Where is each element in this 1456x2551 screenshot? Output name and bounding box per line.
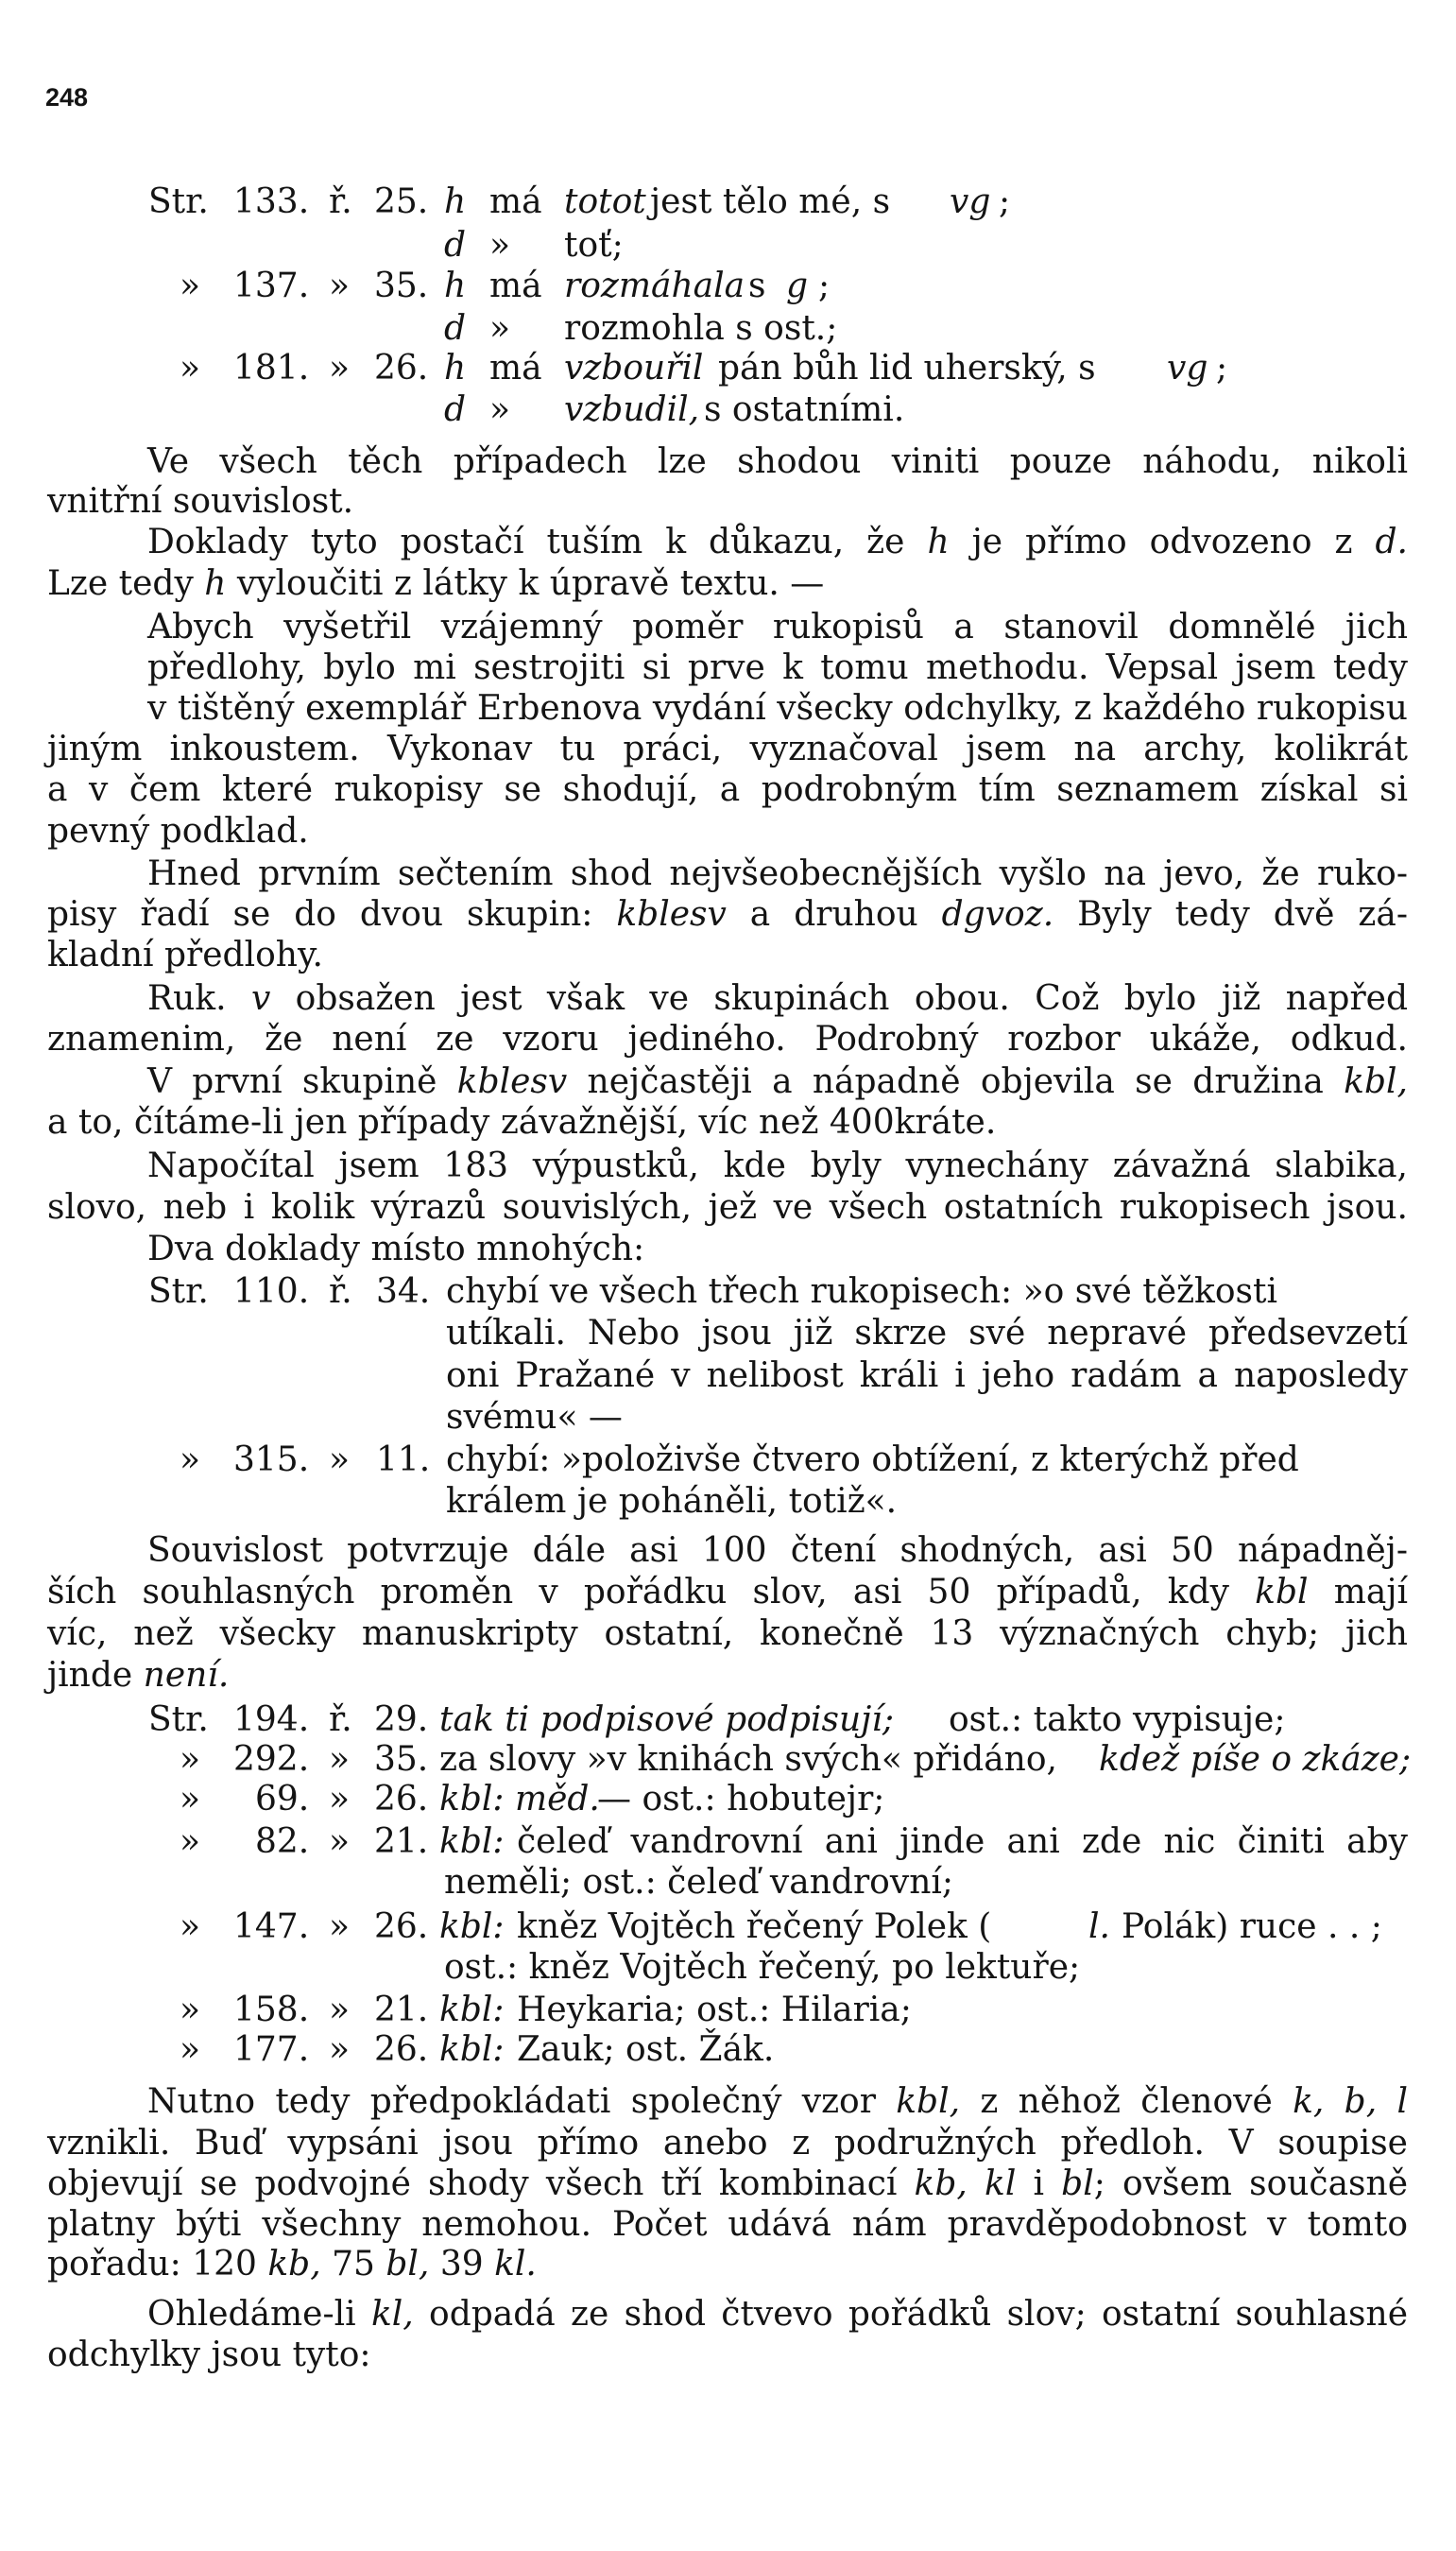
text-cell: g	[786, 267, 809, 305]
text-cell: h	[444, 349, 467, 388]
text-segment: k, b, l	[1293, 2082, 1408, 2121]
text-segment: Ruk.	[147, 979, 251, 1018]
text-segment: předlohy, bylo mi sestrojiti si prve k tomu methodu. Vepsal jsem tedy	[147, 648, 1408, 687]
text-line	[47, 1613, 1408, 1655]
text-segment: v tištěný exemplář Erbenova vydání všecky odchylky, z každého rukopisu	[147, 689, 1408, 728]
text-cell: kdež píše o zkáze;	[1099, 1740, 1412, 1779]
text-cell: s	[748, 267, 766, 305]
text-cell: rozmohla s ost.;	[564, 309, 838, 348]
text-line	[147, 978, 1408, 1020]
text-cell: 292.	[233, 1740, 310, 1779]
text-cell: totot	[564, 182, 646, 221]
text-cell: 181.	[233, 349, 310, 388]
text-line	[147, 522, 1408, 563]
text-cell: 25.	[374, 182, 429, 221]
text-cell: 315.	[233, 1440, 310, 1479]
text-segment: nejčastěji a nápadně objevila se družina	[567, 1062, 1345, 1101]
text-line	[147, 441, 1408, 483]
text-line	[47, 935, 1408, 976]
text-cell: 11.	[376, 1440, 431, 1479]
text-segment: Lze tedy	[47, 564, 205, 603]
text-segment: a druhou	[726, 895, 942, 934]
text-cell: d	[444, 226, 467, 265]
page-number: 248	[45, 83, 89, 112]
text-line	[147, 853, 1408, 895]
text-line	[147, 1530, 1408, 1572]
text-line	[47, 563, 1408, 605]
text-cell: d	[444, 309, 467, 348]
text-cell: 137.	[233, 267, 310, 305]
text-cell: neměli; ost.: čeleď vandrovní;	[444, 1863, 954, 1902]
text-line	[47, 2163, 1408, 2205]
text-segment: kladní předlohy.	[47, 936, 323, 974]
text-cell: tak ti podpisové podpisují;	[439, 1700, 894, 1739]
text-segment: kl.	[494, 2245, 537, 2284]
text-segment: Ve všech těch případech lze shodou viniti pouze náhodu, nikoli	[147, 442, 1408, 481]
text-cell: »	[489, 390, 511, 429]
text-segment: objevují se podvojné shody všech tří kombinací	[47, 2164, 915, 2203]
text-segment: a v čem které rukopisy se shodují, a podrobným tím seznamem získal si	[47, 770, 1408, 809]
text-segment: a to, čítáme-li jen případy závažnější, víc než 400kráte.	[47, 1103, 997, 1142]
text-segment: d.	[1375, 523, 1409, 561]
text-cell: ř.	[329, 1700, 352, 1739]
text-segment: slovo, neb i kolik výrazů souvislých, jež ve všech ostatních rukopisech jsou.	[47, 1188, 1408, 1227]
text-segment: mají	[1308, 1573, 1408, 1612]
text-line	[47, 811, 1408, 853]
text-line	[147, 607, 1408, 648]
text-line	[147, 2294, 1408, 2336]
text-segment: i	[1016, 2164, 1062, 2203]
text-cell: Str.	[148, 1272, 209, 1311]
text-cell: čeleď vandrovní ani jinde ani zde nic činiti aby	[517, 1822, 1408, 1861]
text-cell: vg	[1167, 349, 1208, 388]
text-segment: jiným inkoustem. Vykonav tu práci, vyznačoval jsem na archy, kolikrát	[47, 730, 1408, 768]
text-segment: pořadu: 120	[47, 2245, 268, 2284]
text-segment: není.	[143, 1656, 230, 1695]
text-cell: 35.	[374, 267, 429, 305]
text-segment: je přímo odvozeno z	[949, 523, 1376, 561]
text-line	[147, 2081, 1408, 2123]
text-cell: »	[180, 1907, 201, 1946]
text-cell: 133.	[233, 182, 310, 221]
text-cell: »	[329, 1440, 351, 1479]
text-cell: kbl: měd.	[439, 1780, 600, 1818]
text-segment: kl,	[370, 2295, 414, 2334]
text-cell: »	[180, 1440, 201, 1479]
text-segment: pevný podklad.	[47, 812, 309, 851]
text-cell: »	[180, 267, 201, 305]
text-cell: svému« —	[446, 1398, 623, 1437]
text-segment: z něhož členové	[960, 2082, 1293, 2121]
text-segment: Nutno tedy předpokládati společný vzor	[147, 2082, 897, 2121]
text-segment: kbl,	[896, 2082, 961, 2121]
text-cell: Str.	[148, 182, 209, 221]
text-segment: Souvislost potvrzuje dále asi 100 čtení shodných, asi 50 nápadněj-	[147, 1531, 1408, 1570]
text-segment: víc, než všecky manuskripty ostatní, konečně 13 význačných chyb; jich	[47, 1614, 1408, 1653]
text-cell: rozmáhala	[564, 267, 745, 305]
text-cell: vzbouřil	[564, 349, 704, 388]
text-cell: s ostatními.	[704, 390, 905, 429]
text-segment: Ohledáme-li	[147, 2295, 371, 2334]
text-cell: h	[444, 182, 467, 221]
text-cell: »	[180, 2030, 201, 2069]
text-segment: dgvoz.	[941, 895, 1054, 934]
text-line	[47, 1187, 1408, 1229]
text-cell: 26.	[374, 349, 429, 388]
text-line	[47, 894, 1408, 936]
text-cell: »	[329, 1907, 351, 1946]
text-line	[47, 1019, 1408, 1060]
text-cell: 147.	[233, 1907, 310, 1946]
text-segment: vznikli. Buď vypsáni jsou přímo anebo z podružných předloh. V soupise	[47, 2124, 1408, 2163]
text-cell: 110.	[233, 1272, 310, 1311]
text-segment: ; ovšem současně	[1093, 2164, 1409, 2203]
text-segment: odchylky jsou tyto:	[47, 2336, 371, 2374]
text-cell: l.	[1088, 1907, 1110, 1946]
text-segment: vnitřní souvislost.	[47, 482, 354, 521]
text-cell: »	[489, 309, 511, 348]
text-segment: platny býti všechny nemohou. Počet udává nám pravděpodobnost v tomto	[47, 2205, 1408, 2244]
text-cell: ř.	[329, 1272, 352, 1311]
text-segment: ších souhlasných proměn v pořádku slov, asi 50 případů, kdy	[47, 1573, 1256, 1612]
text-line	[47, 1102, 1408, 1144]
text-cell: chybí: »položivše čtvero obtížení, z kterýchž před	[446, 1440, 1299, 1479]
text-cell: 26.	[374, 1907, 429, 1946]
text-cell: d	[444, 390, 467, 429]
text-line	[47, 1655, 1408, 1697]
text-cell: Heykaria; ost.: Hilaria;	[517, 1991, 912, 2029]
text-segment: h	[927, 523, 950, 561]
text-cell: ;	[1216, 349, 1228, 388]
text-cell: 21.	[374, 1822, 429, 1861]
text-segment: pisy řadí se do dvou skupin:	[47, 895, 617, 934]
text-segment: Napočítal jsem 183 výpustků, kde byly vynechány závažná slabika,	[147, 1146, 1408, 1185]
text-cell: vzbudil,	[564, 390, 700, 429]
text-cell: »	[329, 267, 351, 305]
text-segment: Byly tedy dvě zá-	[1053, 895, 1408, 934]
text-cell: Zauk; ost. Žák.	[517, 2030, 775, 2069]
text-cell: »	[329, 1991, 351, 2029]
text-cell: chybí ve všech třech rukopisech: »o své těžkosti	[446, 1272, 1277, 1311]
text-segment: obsažen jest však ve skupinách obou. Což bylo již napřed	[270, 979, 1409, 1018]
text-line	[47, 769, 1408, 811]
text-cell: 26.	[374, 2030, 429, 2069]
text-cell: »	[329, 1740, 351, 1779]
text-segment: h	[204, 564, 227, 603]
text-segment: kblesv	[456, 1062, 568, 1101]
text-cell: 21.	[374, 1991, 429, 2029]
text-cell: »	[180, 349, 201, 388]
text-cell: »	[329, 349, 351, 388]
text-segment: Dva doklady místo mnohých:	[147, 1230, 645, 1268]
text-segment: kbl,	[1344, 1062, 1408, 1101]
text-segment: kb,	[267, 2245, 321, 2284]
text-cell: kbl:	[439, 1822, 505, 1861]
text-cell: vg	[950, 182, 991, 221]
text-cell: 69.	[255, 1780, 310, 1818]
text-cell: toť;	[564, 226, 624, 265]
text-cell: 158.	[233, 1991, 310, 2029]
text-line	[147, 688, 1408, 730]
text-segment: vyloučiti z látky k úpravě textu. —	[226, 564, 825, 603]
text-segment: znamenim, že není ze vzoru jediného. Podrobný rozbor ukáže, odkud.	[47, 1020, 1408, 1059]
text-cell: utíkali. Nebo jsou již skrze své nepravé předsevzetí	[446, 1314, 1408, 1353]
text-segment: bl	[1061, 2164, 1094, 2203]
text-cell: za slovy »v knihách svých« přidáno,	[439, 1740, 1057, 1779]
text-cell: kbl:	[439, 1991, 505, 2029]
text-cell: ost.: kněz Vojtěch řečený, po lektuře;	[444, 1948, 1081, 1987]
text-cell: 194.	[233, 1700, 310, 1739]
text-cell: ;	[999, 182, 1011, 221]
text-cell: oni Pražané v nelibost králi i jeho radám a naposledy	[446, 1356, 1408, 1395]
text-line	[47, 2244, 1408, 2285]
text-cell: 82.	[255, 1822, 310, 1861]
text-cell: ;	[818, 267, 831, 305]
text-cell: 26.	[374, 1780, 429, 1818]
text-cell: má	[489, 349, 542, 388]
text-cell: »	[329, 1822, 351, 1861]
text-cell: 34.	[376, 1272, 431, 1311]
text-line	[47, 2335, 1408, 2376]
text-cell: Str.	[148, 1700, 209, 1739]
text-cell: králem je poháněli, totiž«.	[446, 1482, 898, 1521]
text-segment: V první skupině	[147, 1062, 457, 1101]
text-segment: kb, kl	[914, 2164, 1017, 2203]
text-line	[47, 2204, 1408, 2246]
text-cell: »	[180, 1780, 201, 1818]
text-cell: má	[489, 182, 542, 221]
text-segment: kblesv	[616, 895, 727, 934]
text-line	[147, 647, 1408, 689]
text-cell: má	[489, 267, 542, 305]
text-cell: — ost.: hobutejr;	[597, 1780, 885, 1818]
text-cell: 177.	[233, 2030, 310, 2069]
text-cell: h	[444, 267, 467, 305]
text-line	[47, 729, 1408, 770]
text-line	[147, 1061, 1408, 1103]
text-segment: bl,	[385, 2245, 430, 2284]
text-segment: 75	[320, 2245, 386, 2284]
text-line	[47, 1572, 1408, 1613]
text-cell: pán bůh lid uherský, s	[718, 349, 1096, 388]
text-segment: kbl	[1255, 1573, 1309, 1612]
text-cell: 35.	[374, 1740, 429, 1779]
text-cell: kbl:	[439, 2030, 505, 2069]
text-segment: odpadá ze shod čtvevo pořádků slov; ostatní souhlasné	[413, 2295, 1408, 2334]
text-cell: ost.: takto vypisuje;	[949, 1700, 1286, 1739]
text-cell: 29.	[374, 1700, 429, 1739]
text-cell: »	[180, 1822, 201, 1861]
text-cell: Polák) ruce . . ;	[1122, 1907, 1382, 1946]
text-line	[147, 1229, 1408, 1270]
text-line	[47, 481, 1408, 523]
text-cell: kněz Vojtěch řečený Polek (	[517, 1907, 992, 1946]
text-cell: kbl:	[439, 1907, 505, 1946]
text-cell: »	[180, 1991, 201, 2029]
text-segment: 39	[429, 2245, 495, 2284]
text-segment: Doklady tyto postačí tuším k důkazu, že	[147, 523, 928, 561]
text-line	[47, 2123, 1408, 2164]
text-segment: v	[250, 979, 271, 1018]
text-cell: ř.	[329, 182, 352, 221]
text-line	[147, 1146, 1408, 1187]
text-segment: Hned prvním sečtením shod nejvšeobecnějších vyšlo na jevo, že ruko-	[147, 854, 1408, 893]
text-cell: »	[329, 1780, 351, 1818]
text-cell: »	[489, 226, 511, 265]
text-cell: jest tělo mé, s	[650, 182, 891, 221]
text-segment: Abych vyšetřil vzájemný poměr rukopisů a stanovil domnělé jich	[147, 608, 1408, 646]
text-cell: »	[329, 2030, 351, 2069]
text-cell: »	[180, 1740, 201, 1779]
text-segment: jinde	[47, 1656, 144, 1695]
